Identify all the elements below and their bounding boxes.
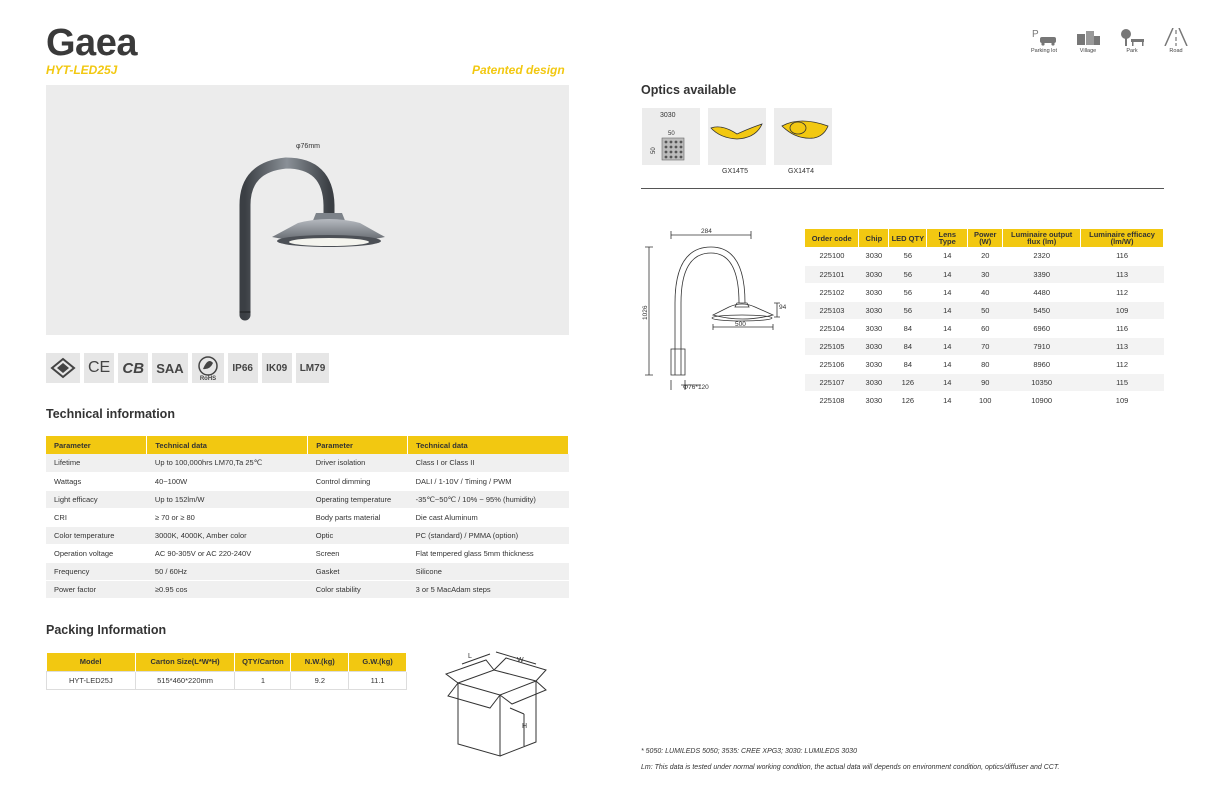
park-icon bbox=[1118, 28, 1146, 46]
table-cell: 56 bbox=[889, 283, 927, 301]
scene-label: Parking lot bbox=[1031, 48, 1057, 54]
product-title: Gaea bbox=[46, 22, 137, 64]
table-cell: 30 bbox=[968, 265, 1003, 283]
table-cell: 3 or 5 MacAdam steps bbox=[408, 580, 569, 598]
optic-3030-led-module bbox=[642, 108, 700, 165]
section-divider bbox=[641, 188, 1164, 189]
table-cell: 10350 bbox=[1003, 373, 1081, 391]
scene-label: Park bbox=[1126, 48, 1138, 54]
lamp-illustration bbox=[46, 85, 569, 335]
village-icon bbox=[1074, 28, 1102, 46]
table-cell: 100 bbox=[968, 391, 1003, 409]
header-net-weight: N.W.(kg) bbox=[291, 653, 349, 671]
saa-mark: SAA bbox=[152, 353, 187, 383]
table-cell: 56 bbox=[889, 265, 927, 283]
table-cell: 225101 bbox=[805, 265, 859, 283]
table-cell: 84 bbox=[889, 319, 927, 337]
table-cell: 14 bbox=[927, 265, 968, 283]
table-cell: 14 bbox=[927, 337, 968, 355]
dim-height-label: 1026 bbox=[642, 305, 649, 320]
table-row bbox=[46, 544, 569, 562]
table-cell: PC (standard) / PMMA (option) bbox=[408, 526, 569, 544]
application-scenes bbox=[1026, 28, 1194, 54]
rcm-mark-icon bbox=[46, 353, 80, 383]
table-cell: 3030 bbox=[859, 391, 889, 409]
table-cell: 5450 bbox=[1003, 301, 1081, 319]
table-row bbox=[805, 391, 1164, 409]
table-cell: 50 / 60Hz bbox=[147, 562, 308, 580]
table-cell: 40~100W bbox=[147, 472, 308, 490]
table-row bbox=[47, 671, 407, 689]
table-cell: 3030 bbox=[859, 337, 889, 355]
table-cell: HYT-LED25J bbox=[47, 671, 136, 689]
table-cell: 3030 bbox=[859, 373, 889, 391]
table-cell: 515*460*220mm bbox=[135, 671, 235, 689]
table-cell: 14 bbox=[927, 283, 968, 301]
table-cell: 3390 bbox=[1003, 265, 1081, 283]
header-technical-data: Technical data bbox=[408, 436, 569, 454]
table-cell: 14 bbox=[927, 247, 968, 265]
header-output-flux: Luminaire output flux (lm) bbox=[1003, 229, 1081, 247]
table-cell: Up to 100,000hrs LM70,Ta 25℃ bbox=[147, 454, 308, 472]
carton-width-label: W bbox=[517, 657, 524, 664]
dim-width-label: 284 bbox=[701, 228, 712, 235]
table-cell: 8960 bbox=[1003, 355, 1081, 373]
table-cell: Gasket bbox=[308, 562, 408, 580]
table-row bbox=[46, 490, 569, 508]
scene-label: Village bbox=[1079, 48, 1097, 54]
optic-chip-label: 3030 bbox=[660, 112, 676, 119]
table-cell: 3030 bbox=[859, 319, 889, 337]
table-cell: 126 bbox=[889, 391, 927, 409]
table-cell: 3030 bbox=[859, 265, 889, 283]
table-cell: 3030 bbox=[859, 301, 889, 319]
lens-asymmetric-icon bbox=[774, 108, 832, 165]
table-cell: 115 bbox=[1081, 373, 1164, 391]
ip66-mark: IP66 bbox=[228, 353, 258, 383]
table-row bbox=[46, 580, 569, 598]
table-cell: 225100 bbox=[805, 247, 859, 265]
led-array-icon bbox=[642, 108, 700, 165]
dim-head-height-label: 94 bbox=[779, 304, 787, 311]
table-cell: 84 bbox=[889, 355, 927, 373]
ik09-mark: IK09 bbox=[262, 353, 292, 383]
parking-lot-icon bbox=[1030, 28, 1058, 46]
table-cell: -35℃~50℃ / 10% ~ 95% (humidity) bbox=[408, 490, 569, 508]
diameter-label: φ76mm bbox=[296, 143, 320, 150]
table-cell: 225104 bbox=[805, 319, 859, 337]
header-chip: Chip bbox=[859, 229, 889, 247]
table-row bbox=[805, 319, 1164, 337]
table-cell: ≥0.95 cos bbox=[147, 580, 308, 598]
table-cell: CRI bbox=[46, 508, 147, 526]
table-cell: Wattags bbox=[46, 472, 147, 490]
table-cell: 6960 bbox=[1003, 319, 1081, 337]
table-cell: 116 bbox=[1081, 247, 1164, 265]
table-cell: Screen bbox=[308, 544, 408, 562]
table-cell: Frequency bbox=[46, 562, 147, 580]
table-cell: Silicone bbox=[408, 562, 569, 580]
header-power: Power (W) bbox=[968, 229, 1003, 247]
table-cell: 3030 bbox=[859, 355, 889, 373]
table-cell: 14 bbox=[927, 301, 968, 319]
table-row bbox=[805, 283, 1164, 301]
table-cell: 4480 bbox=[1003, 283, 1081, 301]
table-row bbox=[805, 355, 1164, 373]
model-code: HYT-LED25J bbox=[46, 63, 118, 77]
table-cell: 112 bbox=[1081, 355, 1164, 373]
order-table bbox=[805, 229, 1164, 410]
header-technical-data: Technical data bbox=[147, 436, 308, 454]
carton-height-label: H bbox=[522, 723, 528, 730]
header-parameter: Parameter bbox=[46, 436, 147, 454]
carton-length-label: L bbox=[468, 653, 472, 660]
table-row bbox=[805, 265, 1164, 283]
table-row bbox=[46, 526, 569, 544]
scene-park bbox=[1114, 28, 1150, 54]
table-cell: 225106 bbox=[805, 355, 859, 373]
rohs-label: RoHS bbox=[199, 376, 216, 381]
table-cell: 56 bbox=[889, 301, 927, 319]
scene-parking-lot bbox=[1026, 28, 1062, 54]
packing-header-row bbox=[47, 653, 407, 671]
header-qty-carton: QTY/Carton bbox=[235, 653, 291, 671]
table-cell: Lifetime bbox=[46, 454, 147, 472]
optics-title: Optics available bbox=[641, 83, 737, 97]
table-cell: 116 bbox=[1081, 319, 1164, 337]
table-cell: 14 bbox=[927, 319, 968, 337]
table-cell: Driver isolation bbox=[308, 454, 408, 472]
technical-header-row bbox=[46, 436, 569, 454]
ce-mark: CE bbox=[84, 353, 114, 383]
rohs-mark bbox=[192, 353, 224, 383]
order-header-row bbox=[805, 229, 1164, 247]
svg-text:P: P bbox=[1032, 29, 1039, 40]
header-led-qty: LED QTY bbox=[889, 229, 927, 247]
optic-dim-height: 50 bbox=[651, 147, 657, 154]
dim-pole-label: Φ76*120 bbox=[683, 384, 709, 391]
header-model: Model bbox=[47, 653, 136, 671]
product-image bbox=[46, 85, 569, 335]
table-cell: 70 bbox=[968, 337, 1003, 355]
table-cell: 3000K, 4000K, Amber color bbox=[147, 526, 308, 544]
table-row bbox=[805, 337, 1164, 355]
dim-head-diameter-label: 500 bbox=[735, 321, 746, 328]
carton-box-drawing bbox=[440, 648, 550, 760]
table-row bbox=[46, 472, 569, 490]
table-cell: Power factor bbox=[46, 580, 147, 598]
footnote-chips: * 5050: LUMILEDS 5050; 3535: CREE XPG3; 3030: LUMILEDS 3030 bbox=[641, 748, 857, 755]
table-cell: 3030 bbox=[859, 283, 889, 301]
table-cell: Flat tempered glass 5mm thickness bbox=[408, 544, 569, 562]
scene-label: Road bbox=[1169, 48, 1183, 54]
table-cell: 14 bbox=[927, 391, 968, 409]
table-cell: 109 bbox=[1081, 391, 1164, 409]
scene-road bbox=[1158, 28, 1194, 54]
optic-label-gx14t4: GX14T4 bbox=[788, 168, 815, 175]
rohs-leaf-icon bbox=[196, 355, 220, 381]
certification-bar bbox=[46, 353, 329, 383]
table-cell: 50 bbox=[968, 301, 1003, 319]
table-row bbox=[46, 508, 569, 526]
table-row bbox=[805, 301, 1164, 319]
header-lens-type: Lens Type bbox=[927, 229, 968, 247]
table-cell: 20 bbox=[968, 247, 1003, 265]
dimension-drawing bbox=[641, 225, 801, 400]
header-parameter: Parameter bbox=[308, 436, 408, 454]
technical-table bbox=[46, 436, 569, 599]
cb-mark: CB bbox=[118, 353, 148, 383]
table-cell: 14 bbox=[927, 355, 968, 373]
table-cell: 3030 bbox=[859, 247, 889, 265]
table-cell: Color temperature bbox=[46, 526, 147, 544]
table-cell: 10900 bbox=[1003, 391, 1081, 409]
table-row bbox=[805, 373, 1164, 391]
table-cell: 225103 bbox=[805, 301, 859, 319]
table-cell: 11.1 bbox=[349, 671, 407, 689]
table-cell: Color stability bbox=[308, 580, 408, 598]
header-gross-weight: G.W.(kg) bbox=[349, 653, 407, 671]
table-cell: 113 bbox=[1081, 265, 1164, 283]
footnote-lm: Lm: This data is tested under normal working condition, the actual data will depends on environment condition, optics/diffuser and CCT. bbox=[641, 764, 1060, 771]
table-cell: Up to 152lm/W bbox=[147, 490, 308, 508]
table-row bbox=[46, 562, 569, 580]
table-cell: 90 bbox=[968, 373, 1003, 391]
header-carton-size: Carton Size(L*W*H) bbox=[135, 653, 235, 671]
table-cell: 60 bbox=[968, 319, 1003, 337]
table-cell: 1 bbox=[235, 671, 291, 689]
lm79-mark: LM79 bbox=[296, 353, 330, 383]
optic-dim-width: 50 bbox=[668, 131, 675, 137]
table-cell: 40 bbox=[968, 283, 1003, 301]
table-cell: Class I or Class II bbox=[408, 454, 569, 472]
table-row bbox=[805, 247, 1164, 265]
table-cell: AC 90-305V or AC 220-240V bbox=[147, 544, 308, 562]
table-cell: 80 bbox=[968, 355, 1003, 373]
table-cell: Operation voltage bbox=[46, 544, 147, 562]
table-cell: Die cast Aluminum bbox=[408, 508, 569, 526]
table-cell: 126 bbox=[889, 373, 927, 391]
technical-title: Technical information bbox=[46, 407, 175, 421]
table-cell: 7910 bbox=[1003, 337, 1081, 355]
table-cell: 2320 bbox=[1003, 247, 1081, 265]
table-cell: 225107 bbox=[805, 373, 859, 391]
optic-label-gx14t5: GX14T5 bbox=[722, 168, 749, 175]
scene-village bbox=[1070, 28, 1106, 54]
patented-label: Patented design bbox=[472, 63, 565, 77]
packing-table bbox=[46, 653, 407, 690]
table-cell: 225105 bbox=[805, 337, 859, 355]
table-cell: 56 bbox=[889, 247, 927, 265]
table-cell: DALI / 1-10V / Timing / PWM bbox=[408, 472, 569, 490]
table-cell: 225102 bbox=[805, 283, 859, 301]
table-cell: Body parts material bbox=[308, 508, 408, 526]
table-row bbox=[46, 454, 569, 472]
packing-title: Packing Information bbox=[46, 623, 167, 637]
table-cell: Light efficacy bbox=[46, 490, 147, 508]
optic-gx14t5 bbox=[708, 108, 766, 165]
table-cell: 225108 bbox=[805, 391, 859, 409]
table-cell: 84 bbox=[889, 337, 927, 355]
table-cell: Operating temperature bbox=[308, 490, 408, 508]
table-cell: 112 bbox=[1081, 283, 1164, 301]
header-efficacy: Luminaire efficacy (lm/W) bbox=[1081, 229, 1164, 247]
lens-boomerang-icon bbox=[708, 108, 766, 165]
table-cell: 9.2 bbox=[291, 671, 349, 689]
table-cell: 109 bbox=[1081, 301, 1164, 319]
table-cell: 14 bbox=[927, 373, 968, 391]
table-cell: 113 bbox=[1081, 337, 1164, 355]
header-order-code: Order code bbox=[805, 229, 859, 247]
optic-gx14t4 bbox=[774, 108, 832, 165]
road-icon bbox=[1162, 28, 1190, 46]
table-cell: ≥ 70 or ≥ 80 bbox=[147, 508, 308, 526]
table-cell: Control dimming bbox=[308, 472, 408, 490]
table-cell: Optic bbox=[308, 526, 408, 544]
